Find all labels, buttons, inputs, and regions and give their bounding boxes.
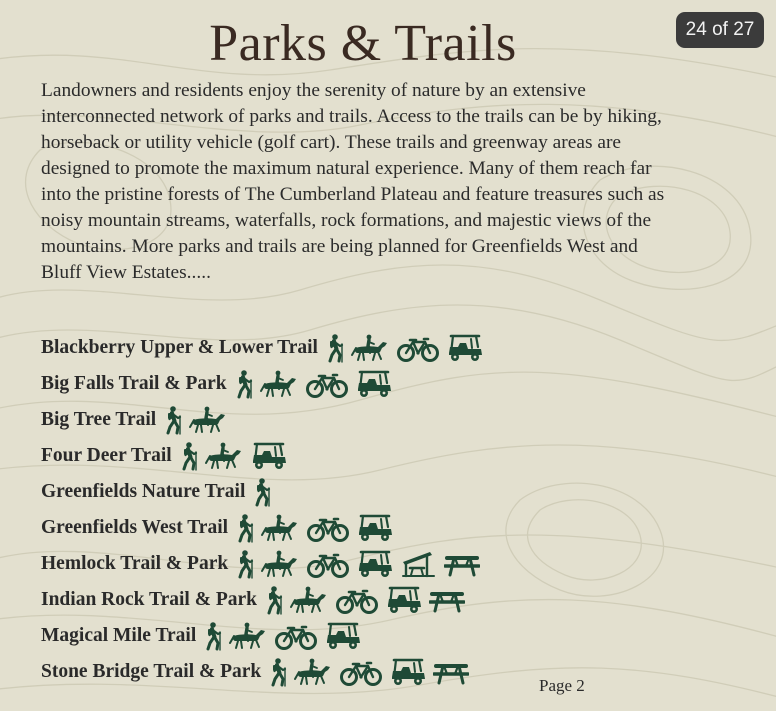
trail-name: Hemlock Trail & Park [41, 553, 229, 574]
trail-row [41, 402, 761, 438]
intro-line: mountains. More parks and trails are being planned for Greenfields West and [41, 236, 638, 257]
trail-access-icons [326, 333, 490, 363]
hiker-icon [253, 477, 271, 507]
bicycle-icon [339, 657, 383, 687]
bicycle-icon [274, 621, 318, 651]
hiker-icon [236, 513, 254, 543]
trail-list [41, 330, 761, 690]
trail-row [41, 366, 761, 402]
page-number: Page 2 [539, 676, 585, 695]
trail-name: Indian Rock Trail & Park [41, 589, 257, 610]
bicycle-icon [306, 549, 350, 579]
intro-line: horseback or utility vehicle (golf cart). These trails and greenway areas are [41, 132, 622, 153]
horse-rider-icon [260, 513, 300, 543]
trail-name: Stone Bridge Trail & Park [41, 661, 262, 682]
shelter-icon [400, 549, 438, 579]
intro-line: into the pristine forests of The Cumberland Plateau and feature treasures such as [41, 184, 665, 205]
intro-line: interconnected network of parks and trails. Access to the trails can be by hiking, [41, 106, 662, 127]
golf-cart-icon [446, 333, 484, 363]
golf-cart-icon [356, 513, 394, 543]
bicycle-icon [335, 585, 379, 615]
horse-rider-icon [260, 549, 300, 579]
hiker-icon [326, 333, 344, 363]
trail-access-icons [236, 513, 400, 543]
trail-name: Big Tree Trail [41, 409, 157, 430]
golf-cart-icon [385, 585, 423, 615]
golf-cart-icon [324, 621, 362, 651]
trail-row [41, 510, 761, 546]
horse-rider-icon [188, 405, 228, 435]
hiker-icon [269, 657, 287, 687]
trail-row [41, 438, 761, 474]
trail-row [41, 330, 761, 366]
trail-row [41, 582, 761, 618]
golf-cart-icon [389, 657, 427, 687]
intro-paragraph [41, 78, 776, 286]
hiker-icon [180, 441, 198, 471]
trail-row [41, 546, 761, 582]
picnic-table-icon [433, 657, 469, 687]
golf-cart-icon [250, 441, 288, 471]
trail-row [41, 474, 761, 510]
trail-access-icons [164, 405, 234, 435]
bicycle-icon [396, 333, 440, 363]
golf-cart-icon [355, 369, 393, 399]
trail-name: Magical Mile Trail [41, 625, 197, 646]
page-title: Parks & Trails [209, 15, 517, 72]
trail-name: Big Falls Trail & Park [41, 373, 227, 394]
bicycle-icon [305, 369, 349, 399]
trail-name: Greenfields West Trail [41, 517, 229, 538]
intro-line: Bluff View Estates..... [41, 262, 211, 283]
bicycle-icon [306, 513, 350, 543]
trail-name: Greenfields Nature Trail [41, 481, 246, 502]
slide-counter-badge[interactable]: 24 of 27 [676, 12, 764, 48]
horse-rider-icon [289, 585, 329, 615]
hiker-icon [236, 549, 254, 579]
horse-rider-icon [228, 621, 268, 651]
horse-rider-icon [293, 657, 333, 687]
picnic-table-icon [444, 549, 480, 579]
trail-access-icons [204, 621, 368, 651]
horse-rider-icon [350, 333, 390, 363]
trail-access-icons [253, 477, 277, 507]
intro-line: noisy mountain streams, waterfalls, rock formations, and majestic views of the [41, 210, 652, 231]
trail-access-icons [180, 441, 294, 471]
hiker-icon [265, 585, 283, 615]
horse-rider-icon [259, 369, 299, 399]
trail-name: Four Deer Trail [41, 445, 172, 466]
hiker-icon [204, 621, 222, 651]
horse-rider-icon [204, 441, 244, 471]
intro-line: designed to promote the maximum natural experience. Many of them reach far [41, 158, 652, 179]
trail-row [41, 654, 761, 690]
trail-access-icons [236, 549, 486, 579]
trail-access-icons [235, 369, 399, 399]
trail-row [41, 618, 761, 654]
trail-access-icons [269, 657, 475, 687]
trail-access-icons [265, 585, 471, 615]
golf-cart-icon [356, 549, 394, 579]
picnic-table-icon [429, 585, 465, 615]
hiker-icon [235, 369, 253, 399]
hiker-icon [164, 405, 182, 435]
trail-name: Blackberry Upper & Lower Trail [41, 337, 318, 358]
intro-line: Landowners and residents enjoy the serenity of nature by an extensive [41, 80, 586, 101]
